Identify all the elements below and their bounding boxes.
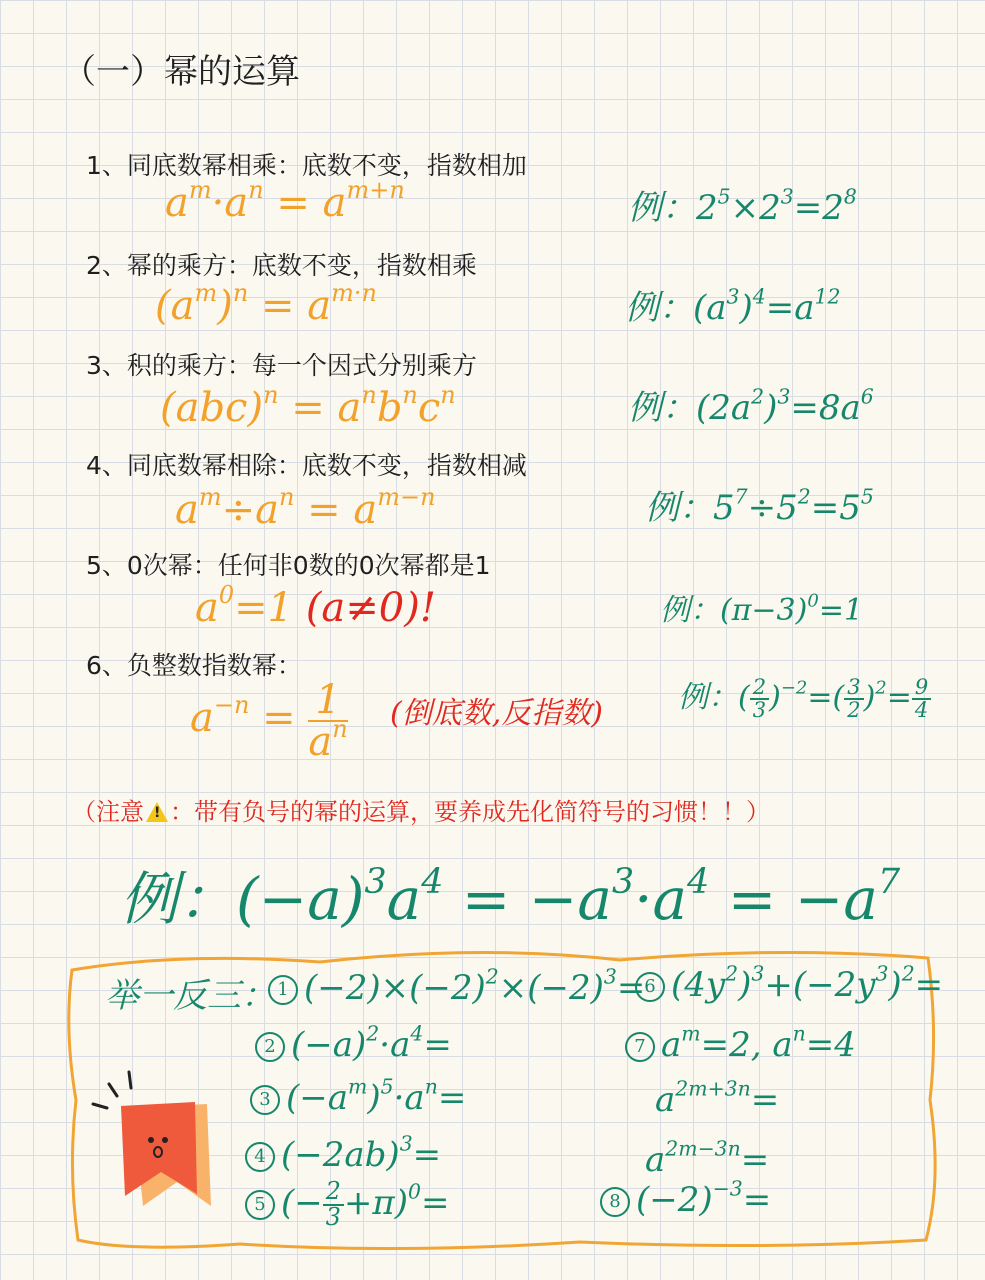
example-3: 例：$(2a^2)^3=8a^6$: [628, 384, 874, 428]
rule-6: 6、负整数指数幂：: [86, 651, 302, 680]
practice-2: 2 $(-a)^2\cdot a^4=$: [255, 1025, 452, 1065]
formula-4: $a^m\div a^n = a^{m-n}$: [175, 483, 436, 533]
practice-7b: $a^{2m-3n}=$: [645, 1136, 770, 1180]
formula-2: $(a^m)^n = a^{m\cdot n}$: [155, 279, 377, 329]
big-example: 例：$(-a)^3a^4 = -a^3\cdot a^4 = -a^7$: [120, 861, 901, 933]
formula-1: $a^m\cdot a^n = a^{m+n}$: [165, 176, 405, 226]
formula-3: $(abc)^n = a^nb^nc^n$: [160, 381, 456, 431]
practice-5: 5 (− $\frac{2}{3}$ +π)$^0$=: [245, 1180, 450, 1230]
practice-8: 8 $(-2)^{-3}=$: [600, 1180, 771, 1220]
rule-4: 4、同底数幂相除：底数不变，指数相减: [86, 451, 527, 480]
practice-3: 3 $(-a^m)^5\cdot a^n=$: [250, 1078, 466, 1118]
practice-1: 1 $(-2)\times(-2)^2\times(-2)^3=$: [268, 968, 645, 1008]
practice-7: 7 $a^m=2$, $a^n=4$: [625, 1025, 856, 1065]
formula-5: $a^0=1$ (a≠0)!: [195, 581, 436, 631]
example-4: 例：$5^7\div 5^2=5^5$: [645, 484, 874, 528]
formula-6: $a^{-n}$ = $\frac{1}{a^n}$: [190, 677, 348, 765]
rule-2: 2、幂的乘方：底数不变，指数相乘: [86, 251, 477, 280]
rule-3: 3、积的乘方：每一个因式分别乘方: [86, 351, 477, 380]
page-title: （一）幂的运算: [62, 52, 300, 92]
warning-icon: [146, 802, 168, 822]
example-6: 例：( $\frac{2}{3}$ )$^{-2}$=( $\frac{3}{2}$ )$^2$= $\frac{9}{4}$: [678, 672, 931, 721]
practice-6: 6 $(4y^2)^3+(-2y^3)^2=$: [635, 965, 943, 1005]
practice-4: 4 $(-2ab)^3=$: [245, 1135, 441, 1175]
rule-1: 1、同底数幂相乘：底数不变，指数相加: [86, 151, 527, 180]
example-5: 例：$(\pi-3)^0=1$: [660, 590, 864, 628]
example-1: 例：$2^5\times 2^3=2^8$: [628, 184, 857, 228]
bookmark-sticker: [85, 1068, 225, 1213]
neg-exp-note: (倒底数,反指数): [390, 696, 603, 731]
practice-7a: $a^{2m+3n}=$: [655, 1076, 780, 1120]
practice-heading: 举一反三：: [105, 976, 275, 1016]
warning-note: （注意! ：带有负号的幂的运算，要养成先化简符号的习惯！！）: [72, 792, 770, 827]
example-2: 例：$(a^3)^4=a^{12}$: [625, 284, 841, 328]
rule-5: 5、0次幂：任何非0数的0次幂都是1: [86, 551, 491, 580]
